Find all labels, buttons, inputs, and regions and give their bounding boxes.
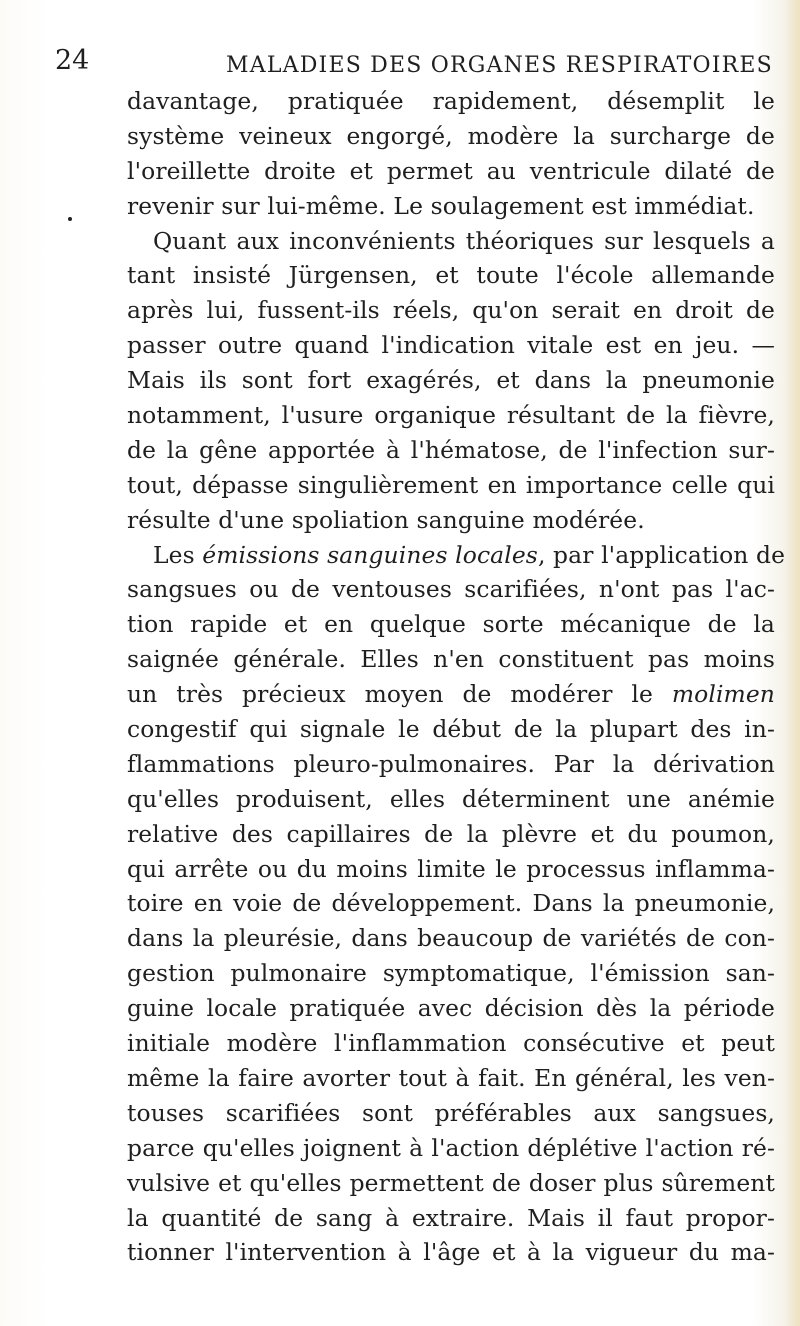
text-run: parce qu'elles joignent à l'action déplétive l'action ré- (127, 1133, 775, 1162)
text-run: tion rapide et en quelque sorte mécanique de la (127, 610, 775, 639)
text-line (127, 712, 775, 747)
text-run: un très précieux moyen de modérer le (127, 680, 672, 709)
text-line (127, 642, 775, 677)
text-run: résulte d'une spoliation sanguine modérée. (127, 505, 645, 534)
text-line (127, 84, 775, 119)
text-line (127, 921, 775, 956)
text-line (127, 1061, 775, 1096)
text-run: initiale modère l'inflammation consécutive et peut (127, 1029, 775, 1058)
text-run: relative des capillaires de la plèvre et du poumon, (127, 819, 775, 848)
text-run: touses scarifiées sont préférables aux sangsues, (127, 1098, 775, 1127)
text-line (127, 258, 775, 293)
text-run: qui arrête ou du moins limite le processus inflamma- (127, 854, 775, 883)
text-line (127, 1201, 775, 1236)
page-edge-shadow (786, 0, 800, 1326)
text-line (127, 363, 775, 398)
text-line (127, 956, 775, 991)
header-title: MALADIES DES ORGANES RESPIRATOIRES (226, 53, 773, 78)
text-line (127, 1235, 775, 1270)
text-run: tout, dépasse singulièrement en importance celle qui (127, 470, 775, 499)
text-line (127, 572, 775, 607)
page-number: 24 (55, 45, 90, 76)
text-run: dans la pleurésie, dans beaucoup de variétés de con- (127, 924, 775, 953)
text-line (127, 1026, 775, 1061)
text-run: davantage, pratiquée rapidement, désemplit le (127, 87, 775, 115)
text-run: après lui, fussent-ils réels, qu'on serait en droit de (127, 296, 775, 325)
body-text (127, 84, 786, 1270)
text-run: , par l'application de (537, 540, 786, 569)
text-line (127, 817, 775, 852)
text-line (127, 433, 775, 468)
text-run: toire en voie de développement. Dans la pneumonie, (127, 889, 775, 918)
text-line (127, 782, 775, 817)
italic-term: molimen (671, 680, 775, 709)
text-line (127, 468, 775, 503)
text-run: gestion pulmonaire symptomatique, l'émission san- (127, 959, 775, 988)
text-run: Quant aux inconvénients théoriques sur lesquels a (153, 226, 775, 255)
text-run: l'oreillette droite et permet au ventricule dilaté de (127, 156, 775, 185)
text-line (127, 293, 775, 328)
text-line (127, 503, 775, 538)
text-line (127, 852, 775, 887)
text-run: congestif qui signale le début de la plupart des in- (127, 715, 775, 744)
text-run: Mais ils sont fort exagérés, et dans la pneumonie (127, 366, 775, 395)
text-line (127, 747, 775, 782)
text-run: la quantité de sang à extraire. Mais il faut propor- (127, 1203, 775, 1232)
text-line (127, 607, 775, 642)
text-line (127, 677, 775, 712)
text-run: sangsues ou de ventouses scarifiées, n'ont pas l'ac- (127, 575, 775, 604)
paragraph-first-line (127, 538, 786, 573)
text-run: passer outre quand l'indication vitale est en jeu. — (127, 331, 775, 360)
text-line (127, 119, 775, 154)
text-line (127, 189, 775, 224)
text-line (127, 1096, 775, 1131)
print-speck (68, 217, 72, 221)
running-head (55, 44, 775, 84)
text-run: saignée générale. Elles n'en constituent pas moins (127, 645, 775, 674)
text-run: revenir sur lui-même. Le soulagement est immédiat. (127, 191, 755, 220)
text-run: tionner l'intervention à l'âge et à la vigueur du ma- (127, 1238, 775, 1267)
text-run: notamment, l'usure organique résultant de la fièvre, (127, 401, 775, 430)
text-line (127, 886, 775, 921)
text-run: guine locale pratiquée avec décision dès la période (127, 994, 775, 1023)
paragraph-first-line (127, 224, 775, 259)
text-line (127, 398, 775, 433)
text-line (127, 991, 775, 1026)
text-run: Les (153, 540, 203, 569)
text-run: système veineux engorgé, modère la surcharge de (127, 121, 775, 150)
text-run: flammations pleuro-pulmonaires. Par la dérivation (127, 749, 775, 778)
italic-term: émissions sanguines locales (202, 540, 538, 569)
text-line (127, 154, 775, 189)
text-line (127, 1166, 775, 1201)
text-line (127, 328, 775, 363)
text-run: même la faire avorter tout à fait. En général, les ven- (127, 1063, 775, 1092)
text-run: qu'elles produisent, elles déterminent une anémie (127, 784, 775, 813)
text-run: vulsive et qu'elles permettent de doser plus sûrement (127, 1168, 775, 1197)
text-run: tant insisté Jürgensen, et toute l'école allemande (127, 261, 775, 290)
text-line (127, 1131, 775, 1166)
text-run: de la gêne apportée à l'hématose, de l'infection sur- (127, 435, 775, 464)
